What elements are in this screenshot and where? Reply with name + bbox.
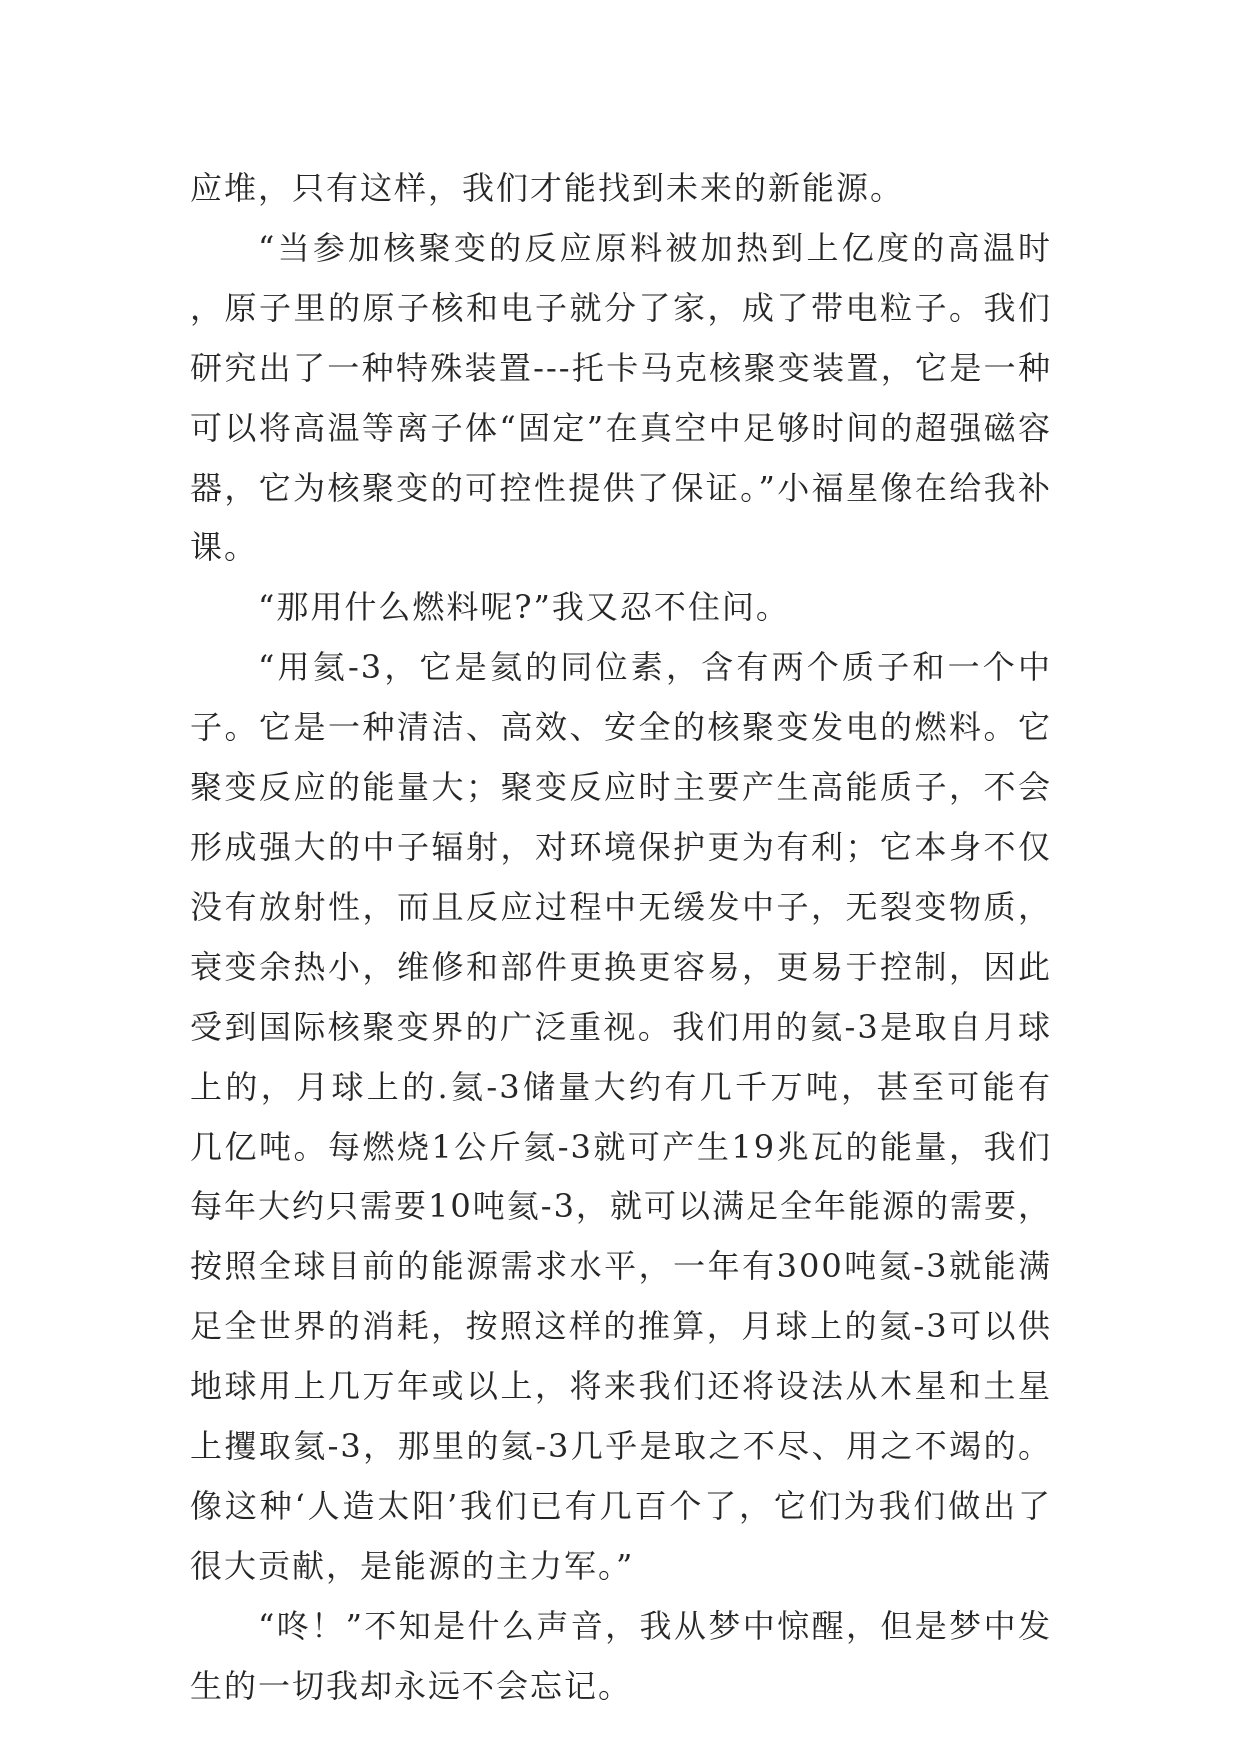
paragraph-1: 应堆，只有这样，我们才能找到未来的新能源。	[190, 169, 905, 207]
paragraph-4: “用氦-3，它是氦的同位素，含有两个质子和一个中子。它是一种清洁、高效、安全的核聚变发电的燃料。它聚变反应的能量大；聚变反应时主要产生高能质子，不会形成强大的中子辐射，对环境保护更为有利；它本身不仅没有放射性，而且反应过程中无缓发中子，无裂变物质，衰变余热小，维修和部件更换更容易，更易于控制，因此受到国际核聚变界的广泛重视。我们用的氦-3是取自月球上的，月球上的.氦-3储量大约有几千万吨，甚至可能有几亿吨。每燃烧1公斤氦-3就可产生19兆瓦的能量，我们每年大约只需要10吨氦-3，就可以满足全年能源的需要，按照全球目前的能源需求水平，一年有300吨氦-3就能满足全世界的消耗，按照这样的推算，月球上的氦-3可以供地球用上几万年或以上，将来我们还将设法从木星和土星上攫取氦-3，那里的氦-3几乎是取之不尽、用之不竭的。像这种‘人造太阳’我们已有几百个了，它们为我们做出了很大贡献，是能源的主力军。”	[190, 648, 1052, 1585]
document-body	[190, 159, 1052, 1717]
paragraph-2: “当参加核聚变的反应原料被加热到上亿度的高温时，原子里的原子核和电子就分了家，成了带电粒子。我们研究出了一种特殊装置---托卡马克核聚变装置，它是一种可以将高温等离子体“固定”在真空中足够时间的超强磁容器，它为核聚变的可控性提供了保证。”小福星像在给我补课。	[190, 228, 1052, 567]
paragraph-5: “咚！”不知是什么声音，我从梦中惊醒，但是梦中发生的一切我却永远不会忘记。	[190, 1606, 1052, 1705]
paragraph-3: “那用什么燃料呢?”我又忍不住问。	[258, 588, 790, 627]
